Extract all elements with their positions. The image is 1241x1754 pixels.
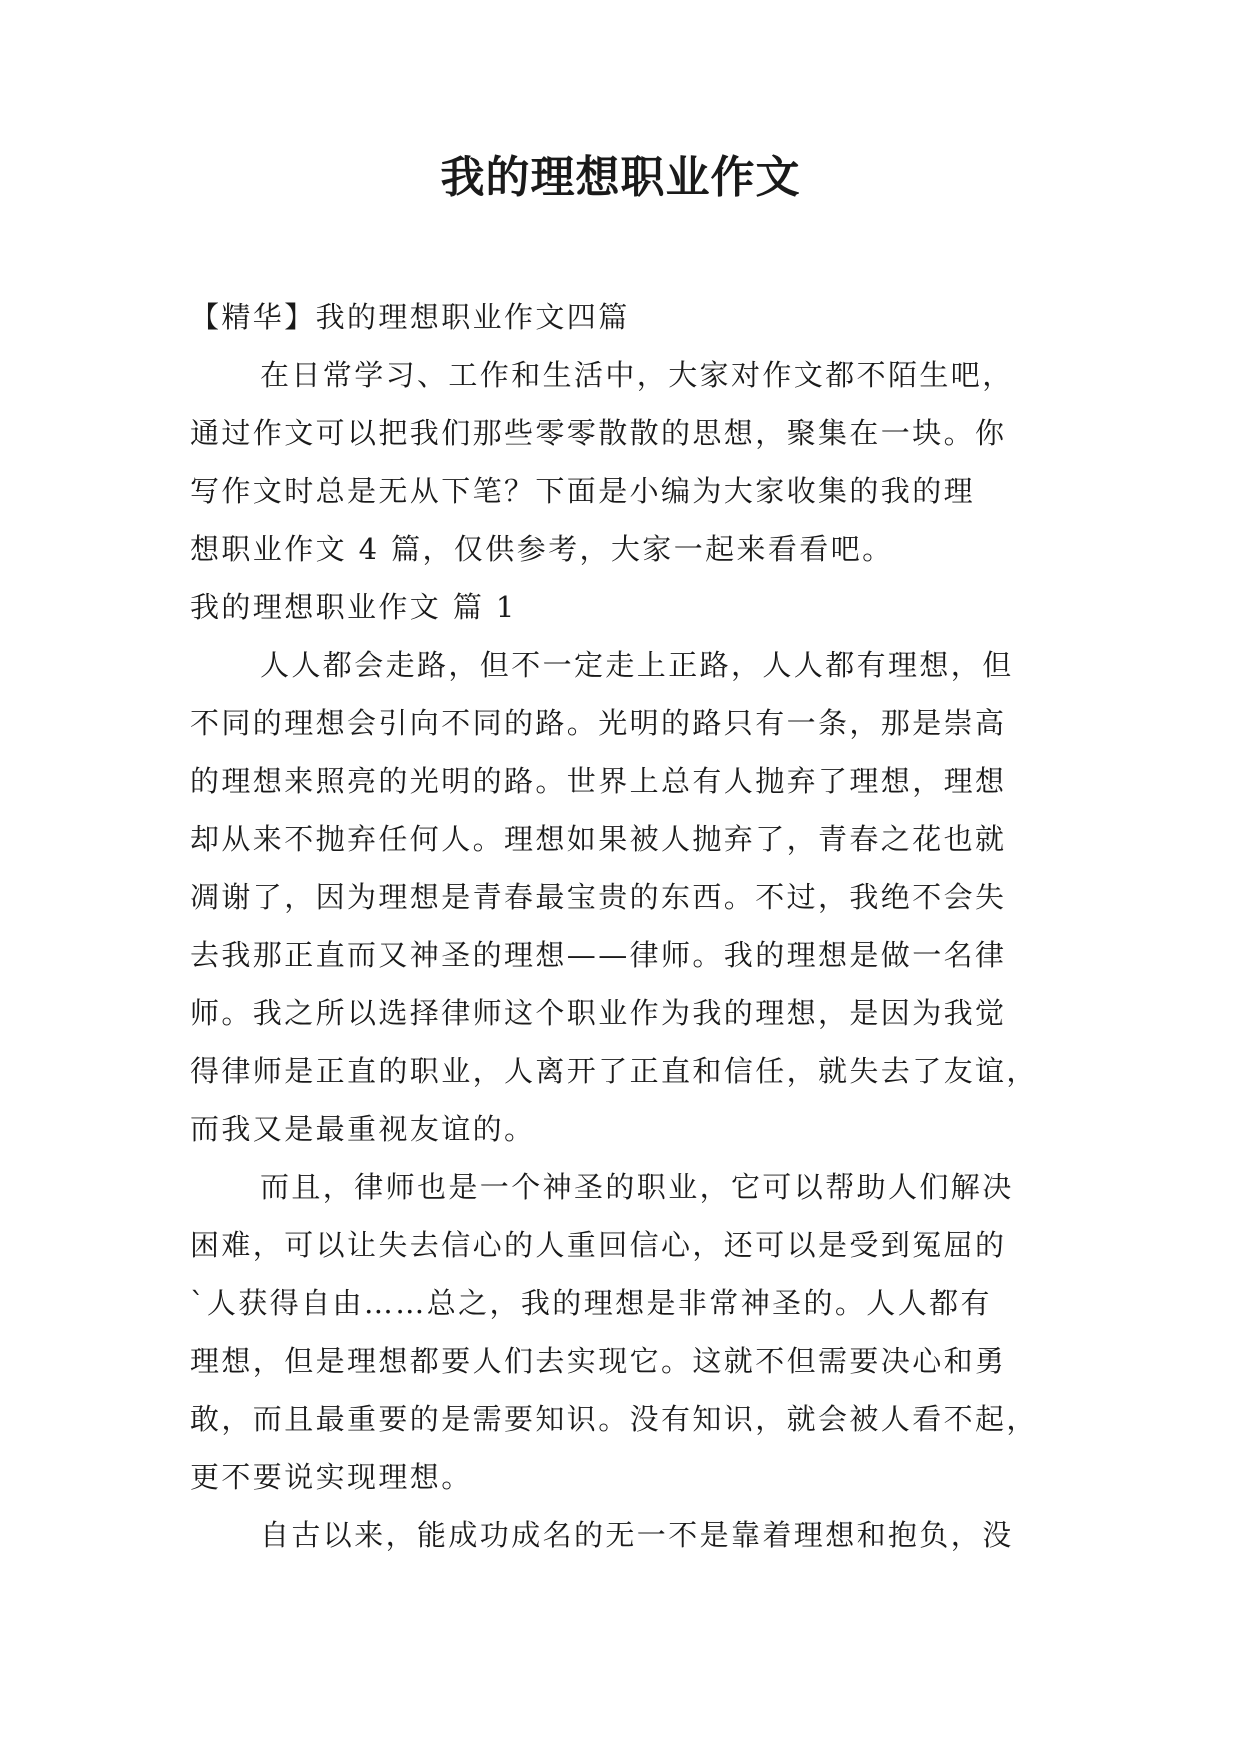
- body-line: 的理想来照亮的光明的路。世界上总有人抛弃了理想，理想: [190, 764, 1007, 798]
- body-line: 而我又是最重视友谊的。: [190, 1112, 536, 1146]
- body-line: 我的理想职业作文 篇 1: [190, 590, 517, 624]
- document-body: [190, 288, 1070, 1564]
- document-title: 我的理想职业作文: [440, 152, 801, 203]
- body-line: 师。我之所以选择律师这个职业作为我的理想，是因为我觉: [190, 996, 1007, 1030]
- body-line: 却从来不抛弃任何人。理想如果被人抛弃了，青春之花也就: [190, 822, 1007, 856]
- body-line: 去我那正直而又神圣的理想——律师。我的理想是做一名律: [190, 938, 1007, 972]
- body-line: 更不要说实现理想。: [190, 1460, 473, 1494]
- body-line: 不同的理想会引向不同的路。光明的路只有一条，那是崇高: [190, 706, 1007, 740]
- body-line: 而且，律师也是一个神圣的职业，它可以帮助人们解决: [260, 1170, 1014, 1204]
- body-line: 通过作文可以把我们那些零零散散的思想，聚集在一块。你: [190, 416, 1007, 450]
- body-line: 在日常学习、工作和生活中，大家对作文都不陌生吧，: [260, 358, 1014, 392]
- body-line: 敢，而且最重要的是需要知识。没有知识，就会被人看不起，: [190, 1402, 1038, 1436]
- body-line: 自古以来，能成功成名的无一不是靠着理想和抱负，没: [260, 1518, 1014, 1552]
- body-line: `人获得自由……总之，我的理想是非常神圣的。人人都有: [190, 1286, 992, 1320]
- body-line: 凋谢了，因为理想是青春最宝贵的东西。不过，我绝不会失: [190, 880, 1007, 914]
- body-line: 人人都会走路，但不一定走上正路，人人都有理想，但: [260, 648, 1014, 682]
- body-line: 理想，但是理想都要人们去实现它。这就不但需要决心和勇: [190, 1344, 1007, 1378]
- body-line: 得律师是正直的职业，人离开了正直和信任，就失去了友谊，: [190, 1054, 1038, 1088]
- body-line: 写作文时总是无从下笔？下面是小编为大家收集的我的理: [190, 474, 976, 508]
- body-line: 想职业作文 4 篇，仅供参考，大家一起来看看吧。: [190, 532, 894, 566]
- body-line: 【精华】我的理想职业作文四篇: [190, 300, 630, 334]
- body-line: 困难，可以让失去信心的人重回信心，还可以是受到冤屈的: [190, 1228, 1007, 1262]
